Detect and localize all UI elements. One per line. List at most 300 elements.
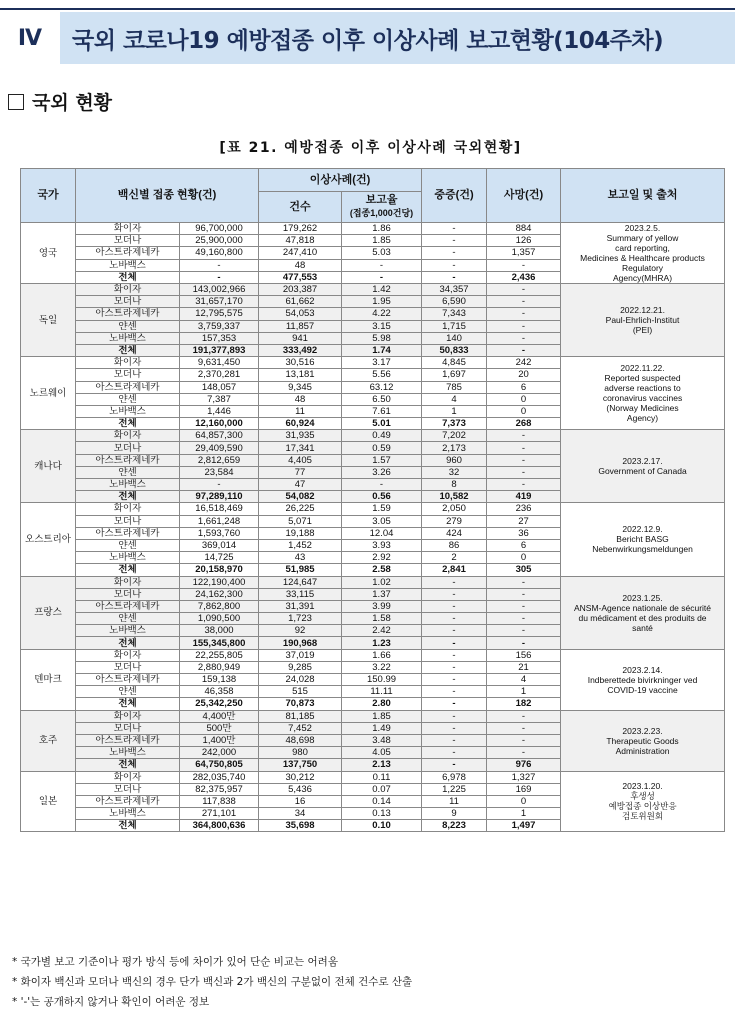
event-count: 333,492 (259, 344, 342, 356)
report-rate: 0.11 (342, 771, 422, 783)
doses: 16,518,469 (180, 503, 259, 515)
report-rate: 3.22 (342, 661, 422, 673)
source-cell (561, 430, 725, 503)
column-header-death: 사망(건) (487, 169, 561, 223)
severe-count: - (422, 722, 487, 734)
report-rate: - (342, 479, 422, 491)
death-count: - (487, 442, 561, 454)
severe-count: 960 (422, 454, 487, 466)
severe-count: - (422, 637, 487, 649)
severe-count: - (422, 271, 487, 283)
report-rate: 4.05 (342, 747, 422, 759)
page-title: 국외 코로나19 예방접종 이후 이상사례 보고현황(104주차) (60, 12, 735, 64)
doses: 7,387 (180, 393, 259, 405)
source-line: 후생성 (630, 791, 655, 802)
doses: 23,584 (180, 466, 259, 478)
doses: 157,353 (180, 332, 259, 344)
report-rate: 4.22 (342, 308, 422, 320)
severe-count: - (422, 600, 487, 612)
death-count: - (487, 308, 561, 320)
doses: 191,377,893 (180, 344, 259, 356)
country-group (21, 771, 725, 832)
death-count: - (487, 430, 561, 442)
source-cell (561, 649, 725, 710)
vaccine-name: 노바백스 (76, 259, 180, 271)
vaccine-name: 노바백스 (76, 808, 180, 820)
table-row (21, 710, 725, 722)
event-count: 77 (259, 466, 342, 478)
severe-count: - (422, 649, 487, 661)
event-count: 9,345 (259, 381, 342, 393)
event-count: 54,082 (259, 491, 342, 503)
source-line: Bericht BASG (616, 534, 669, 545)
severe-count: - (422, 588, 487, 600)
death-count: 20 (487, 369, 561, 381)
vaccine-name: 아스트라제네카 (76, 308, 180, 320)
vaccine-name: 얀센 (76, 613, 180, 625)
footnote: * 화이자 백신과 모더나 백신의 경우 단가 백신과 2가 백신의 구분없이 전체 건수로 산출 (12, 976, 413, 988)
death-count: - (487, 259, 561, 271)
report-rate: 2.58 (342, 564, 422, 576)
doses: 1,090,500 (180, 613, 259, 625)
table-row (21, 771, 725, 783)
event-count: 17,341 (259, 442, 342, 454)
country-group (21, 357, 725, 430)
doses: 369,014 (180, 539, 259, 551)
report-rate: - (342, 271, 422, 283)
severe-count: 2,173 (422, 442, 487, 454)
severe-count: 2,050 (422, 503, 487, 515)
severe-count: 7,373 (422, 418, 487, 430)
death-count: 27 (487, 515, 561, 527)
severe-count: - (422, 223, 487, 235)
event-count: 33,115 (259, 588, 342, 600)
doses: 46,358 (180, 686, 259, 698)
source-line: 2023.1.20. (622, 781, 663, 792)
source-cell (561, 503, 725, 576)
event-count: 92 (259, 625, 342, 637)
vaccine-name: 전체 (76, 418, 180, 430)
event-count: 7,452 (259, 722, 342, 734)
source-line: ANSM-Agence nationale de sécurité (574, 602, 712, 613)
report-rate: 1.37 (342, 588, 422, 600)
report-rate: 1.66 (342, 649, 422, 661)
table-row (21, 284, 725, 296)
doses: 29,409,590 (180, 442, 259, 454)
death-count: 242 (487, 357, 561, 369)
report-rate: 2.13 (342, 759, 422, 771)
doses: 1,593,760 (180, 527, 259, 539)
vaccine-name: 화이자 (76, 223, 180, 235)
death-count: - (487, 479, 561, 491)
event-count: 61,662 (259, 296, 342, 308)
source-line: Medicines & Healthcare products (580, 253, 705, 263)
report-rate: 0.07 (342, 783, 422, 795)
column-header-adverse: 이상사례(건) (259, 169, 422, 192)
severe-count: - (422, 674, 487, 686)
event-count: 980 (259, 747, 342, 759)
vaccine-name: 아스트라제네카 (76, 247, 180, 259)
source-line: 2023.2.23. (622, 725, 663, 736)
severe-count: 1 (422, 405, 487, 417)
source-line: 2023.2.14. (622, 664, 663, 675)
severe-count: - (422, 235, 487, 247)
event-count: 48 (259, 393, 342, 405)
report-rate: - (342, 259, 422, 271)
vaccine-name: 전체 (76, 564, 180, 576)
vaccine-name: 노바백스 (76, 332, 180, 344)
death-count: 0 (487, 552, 561, 564)
death-count: 236 (487, 503, 561, 515)
source-line: 검토위원회 (621, 811, 664, 822)
event-count: 35,698 (259, 820, 342, 832)
source-line: 2023.1.25. (622, 592, 663, 603)
vaccine-name: 모더나 (76, 369, 180, 381)
severe-count: - (422, 710, 487, 722)
vaccine-name: 화이자 (76, 284, 180, 296)
doses: 64,750,805 (180, 759, 259, 771)
footnote: * '-'는 공개하지 않거나 확인이 어려운 정보 (12, 996, 210, 1008)
event-count: 137,750 (259, 759, 342, 771)
vaccine-name: 얀센 (76, 686, 180, 698)
vaccine-name: 모더나 (76, 722, 180, 734)
death-count: 1,497 (487, 820, 561, 832)
vaccine-name: 화이자 (76, 771, 180, 783)
event-count: 19,188 (259, 527, 342, 539)
doses: 25,900,000 (180, 235, 259, 247)
doses: 148,057 (180, 381, 259, 393)
country-name: 덴마크 (21, 649, 76, 710)
source-cell (561, 284, 725, 357)
report-rate: 0.49 (342, 430, 422, 442)
vaccine-name: 전체 (76, 759, 180, 771)
death-count: - (487, 637, 561, 649)
event-count: 9,285 (259, 661, 342, 673)
vaccine-name: 노바백스 (76, 747, 180, 759)
report-rate: 6.50 (342, 393, 422, 405)
source-line: 예방접종 이상반응 (608, 801, 677, 812)
vaccine-name: 아스트라제네카 (76, 674, 180, 686)
source-cell (561, 771, 725, 832)
severe-count: 785 (422, 381, 487, 393)
header-band (0, 8, 735, 66)
vaccine-name: 모더나 (76, 515, 180, 527)
severe-count: - (422, 613, 487, 625)
source-line: Regulatory (621, 263, 664, 273)
footnote: * 국가별 보고 기준이나 평가 방식 등에 차이가 있어 단순 비교는 어려움 (12, 956, 338, 968)
report-rate: 1.58 (342, 613, 422, 625)
severe-count: 34,357 (422, 284, 487, 296)
event-count: 5,436 (259, 783, 342, 795)
severe-count: 32 (422, 466, 487, 478)
death-count: 1 (487, 686, 561, 698)
report-rate: 7.61 (342, 405, 422, 417)
report-rate: 3.48 (342, 734, 422, 746)
severe-count: 2 (422, 552, 487, 564)
doses: 242,000 (180, 747, 259, 759)
death-count: - (487, 710, 561, 722)
death-count: 6 (487, 381, 561, 393)
event-count: 13,181 (259, 369, 342, 381)
death-count: 419 (487, 491, 561, 503)
death-count: 0 (487, 795, 561, 807)
report-rate: 12.04 (342, 527, 422, 539)
death-count: 1,327 (487, 771, 561, 783)
report-rate: 3.26 (342, 466, 422, 478)
death-count: - (487, 625, 561, 637)
rate-label: 보고율 (365, 194, 398, 206)
footnotes (12, 952, 412, 1012)
vaccine-name: 모더나 (76, 588, 180, 600)
doses: 122,190,400 (180, 576, 259, 588)
vaccine-name: 아스트라제네카 (76, 454, 180, 466)
event-count: 11 (259, 405, 342, 417)
vaccine-name: 얀센 (76, 320, 180, 332)
doses: 82,375,957 (180, 783, 259, 795)
vaccine-name: 화이자 (76, 710, 180, 722)
country-group (21, 284, 725, 357)
country-group (21, 710, 725, 771)
adverse-events-table (20, 168, 725, 832)
report-rate: 63.12 (342, 381, 422, 393)
vaccine-name: 전체 (76, 820, 180, 832)
doses: 1,400만 (180, 734, 259, 746)
table-title: [표 21. 예방접종 이후 이상사례 국외현황] (219, 140, 522, 156)
event-count: 47,818 (259, 235, 342, 247)
report-rate: 1.85 (342, 710, 422, 722)
table-row (21, 430, 725, 442)
report-rate: 1.95 (342, 296, 422, 308)
country-group (21, 430, 725, 503)
country-group (21, 576, 725, 649)
report-rate: 11.11 (342, 686, 422, 698)
table-row (21, 357, 725, 369)
doses: - (180, 479, 259, 491)
report-rate: 5.03 (342, 247, 422, 259)
report-rate: 1.59 (342, 503, 422, 515)
doses: 4,400만 (180, 710, 259, 722)
report-rate: 0.56 (342, 491, 422, 503)
doses: 2,880,949 (180, 661, 259, 673)
report-rate: 1.42 (342, 284, 422, 296)
doses: 155,345,800 (180, 637, 259, 649)
event-count: 1,723 (259, 613, 342, 625)
event-count: 16 (259, 795, 342, 807)
doses: 3,759,337 (180, 320, 259, 332)
vaccine-name: 노바백스 (76, 552, 180, 564)
severe-count: - (422, 625, 487, 637)
event-count: 515 (259, 686, 342, 698)
source-line: 2023.2.5. (624, 223, 661, 233)
severe-count: 1,225 (422, 783, 487, 795)
country-group (21, 503, 725, 576)
vaccine-name: 화이자 (76, 649, 180, 661)
report-rate: 3.15 (342, 320, 422, 332)
report-rate: 3.93 (342, 539, 422, 551)
source-line: adverse reactions to (604, 383, 681, 394)
severe-count: - (422, 686, 487, 698)
report-rate: 1.74 (342, 344, 422, 356)
severe-count: 6,590 (422, 296, 487, 308)
event-count: 30,516 (259, 357, 342, 369)
event-count: 60,924 (259, 418, 342, 430)
report-rate: 5.98 (342, 332, 422, 344)
source-line: du médicament et des produits de (578, 612, 707, 623)
column-header-rate (342, 192, 422, 223)
chapter-number: Ⅳ (0, 12, 60, 64)
severe-count: 10,582 (422, 491, 487, 503)
event-count: 48 (259, 259, 342, 271)
severe-count: - (422, 576, 487, 588)
source-cell (561, 710, 725, 771)
report-rate: 3.05 (342, 515, 422, 527)
death-count: - (487, 722, 561, 734)
country-name: 노르웨이 (21, 357, 76, 430)
death-count: 36 (487, 527, 561, 539)
report-rate: 3.99 (342, 600, 422, 612)
death-count: 169 (487, 783, 561, 795)
vaccine-name: 전체 (76, 271, 180, 283)
report-rate: 3.17 (342, 357, 422, 369)
source-line: (Norway Medicines (606, 403, 679, 414)
vaccine-name: 전체 (76, 698, 180, 710)
vaccine-name: 모더나 (76, 235, 180, 247)
country-name: 독일 (21, 284, 76, 357)
doses: 22,255,805 (180, 649, 259, 661)
source-line: Administration (615, 745, 670, 756)
report-rate: 0.14 (342, 795, 422, 807)
source-line: Indberettede bivirkninger ved (587, 674, 698, 685)
doses: 282,035,740 (180, 771, 259, 783)
event-count: 48,698 (259, 734, 342, 746)
report-rate: 0.13 (342, 808, 422, 820)
source-cell (561, 576, 725, 649)
severe-count: 279 (422, 515, 487, 527)
event-count: 31,935 (259, 430, 342, 442)
column-header-count: 건수 (259, 192, 342, 223)
vaccine-name: 노바백스 (76, 405, 180, 417)
square-bullet-icon (8, 94, 24, 110)
doses: 14,725 (180, 552, 259, 564)
doses: - (180, 271, 259, 283)
source-line: COVID-19 vaccine (607, 684, 678, 695)
death-count: 1,357 (487, 247, 561, 259)
report-rate: 5.01 (342, 418, 422, 430)
vaccine-name: 아스트라제네카 (76, 795, 180, 807)
report-rate: 1.49 (342, 722, 422, 734)
vaccine-name: 모더나 (76, 783, 180, 795)
severe-count: - (422, 747, 487, 759)
column-header-source: 보고일 및 출처 (561, 169, 725, 223)
section-heading (8, 88, 112, 115)
column-header-severe: 중증(건) (422, 169, 487, 223)
severe-count: 11 (422, 795, 487, 807)
death-count: 126 (487, 235, 561, 247)
doses: - (180, 259, 259, 271)
death-count: - (487, 332, 561, 344)
doses: 1,661,248 (180, 515, 259, 527)
source-line: Government of Canada (598, 466, 687, 477)
vaccine-name: 아스트라제네카 (76, 381, 180, 393)
report-rate: 5.56 (342, 369, 422, 381)
source-line: card reporting, (615, 243, 670, 253)
death-count: - (487, 454, 561, 466)
death-count: - (487, 296, 561, 308)
severe-count: 6,978 (422, 771, 487, 783)
severe-count: 4 (422, 393, 487, 405)
event-count: 4,405 (259, 454, 342, 466)
event-count: 24,028 (259, 674, 342, 686)
report-rate: 0.59 (342, 442, 422, 454)
source-line: (PEI) (632, 325, 653, 336)
event-count: 941 (259, 332, 342, 344)
event-count: 47 (259, 479, 342, 491)
event-count: 190,968 (259, 637, 342, 649)
doses: 64,857,300 (180, 430, 259, 442)
event-count: 30,212 (259, 771, 342, 783)
vaccine-name: 전체 (76, 491, 180, 503)
death-count: - (487, 613, 561, 625)
death-count: 4 (487, 674, 561, 686)
event-count: 81,185 (259, 710, 342, 722)
death-count: - (487, 344, 561, 356)
source-line: 2022.12.9. (622, 524, 663, 535)
death-count: - (487, 284, 561, 296)
column-header-country: 국가 (21, 169, 76, 223)
doses: 2,812,659 (180, 454, 259, 466)
doses: 9,631,450 (180, 357, 259, 369)
doses: 364,800,636 (180, 820, 259, 832)
vaccine-name: 화이자 (76, 357, 180, 369)
event-count: 54,053 (259, 308, 342, 320)
event-count: 70,873 (259, 698, 342, 710)
doses: 25,342,250 (180, 698, 259, 710)
vaccine-name: 얀센 (76, 466, 180, 478)
section-title: 국외 현황 (32, 92, 113, 114)
vaccine-name: 노바백스 (76, 479, 180, 491)
severe-count: 50,833 (422, 344, 487, 356)
table-row (21, 576, 725, 588)
source-cell (561, 357, 725, 430)
report-rate: 2.42 (342, 625, 422, 637)
column-header-vaccine: 백신별 접종 현황(건) (76, 169, 259, 223)
severe-count: 9 (422, 808, 487, 820)
table-row (21, 649, 725, 661)
doses: 1,446 (180, 405, 259, 417)
event-count: 31,391 (259, 600, 342, 612)
death-count: - (487, 600, 561, 612)
vaccine-name: 화이자 (76, 430, 180, 442)
source-line: 2022.11.22. (620, 363, 665, 374)
country-name: 호주 (21, 710, 76, 771)
report-rate: 2.92 (342, 552, 422, 564)
vaccine-name: 노바백스 (76, 625, 180, 637)
death-count: 884 (487, 223, 561, 235)
doses: 49,160,800 (180, 247, 259, 259)
country-name: 영국 (21, 223, 76, 284)
doses: 38,000 (180, 625, 259, 637)
death-count: - (487, 588, 561, 600)
table-row (21, 503, 725, 515)
source-line: santé (632, 622, 653, 633)
vaccine-name: 얀센 (76, 393, 180, 405)
country-name: 캐나다 (21, 430, 76, 503)
doses: 7,862,800 (180, 600, 259, 612)
report-rate: 150.99 (342, 674, 422, 686)
death-count: - (487, 734, 561, 746)
event-count: 247,410 (259, 247, 342, 259)
severe-count: 1,715 (422, 320, 487, 332)
